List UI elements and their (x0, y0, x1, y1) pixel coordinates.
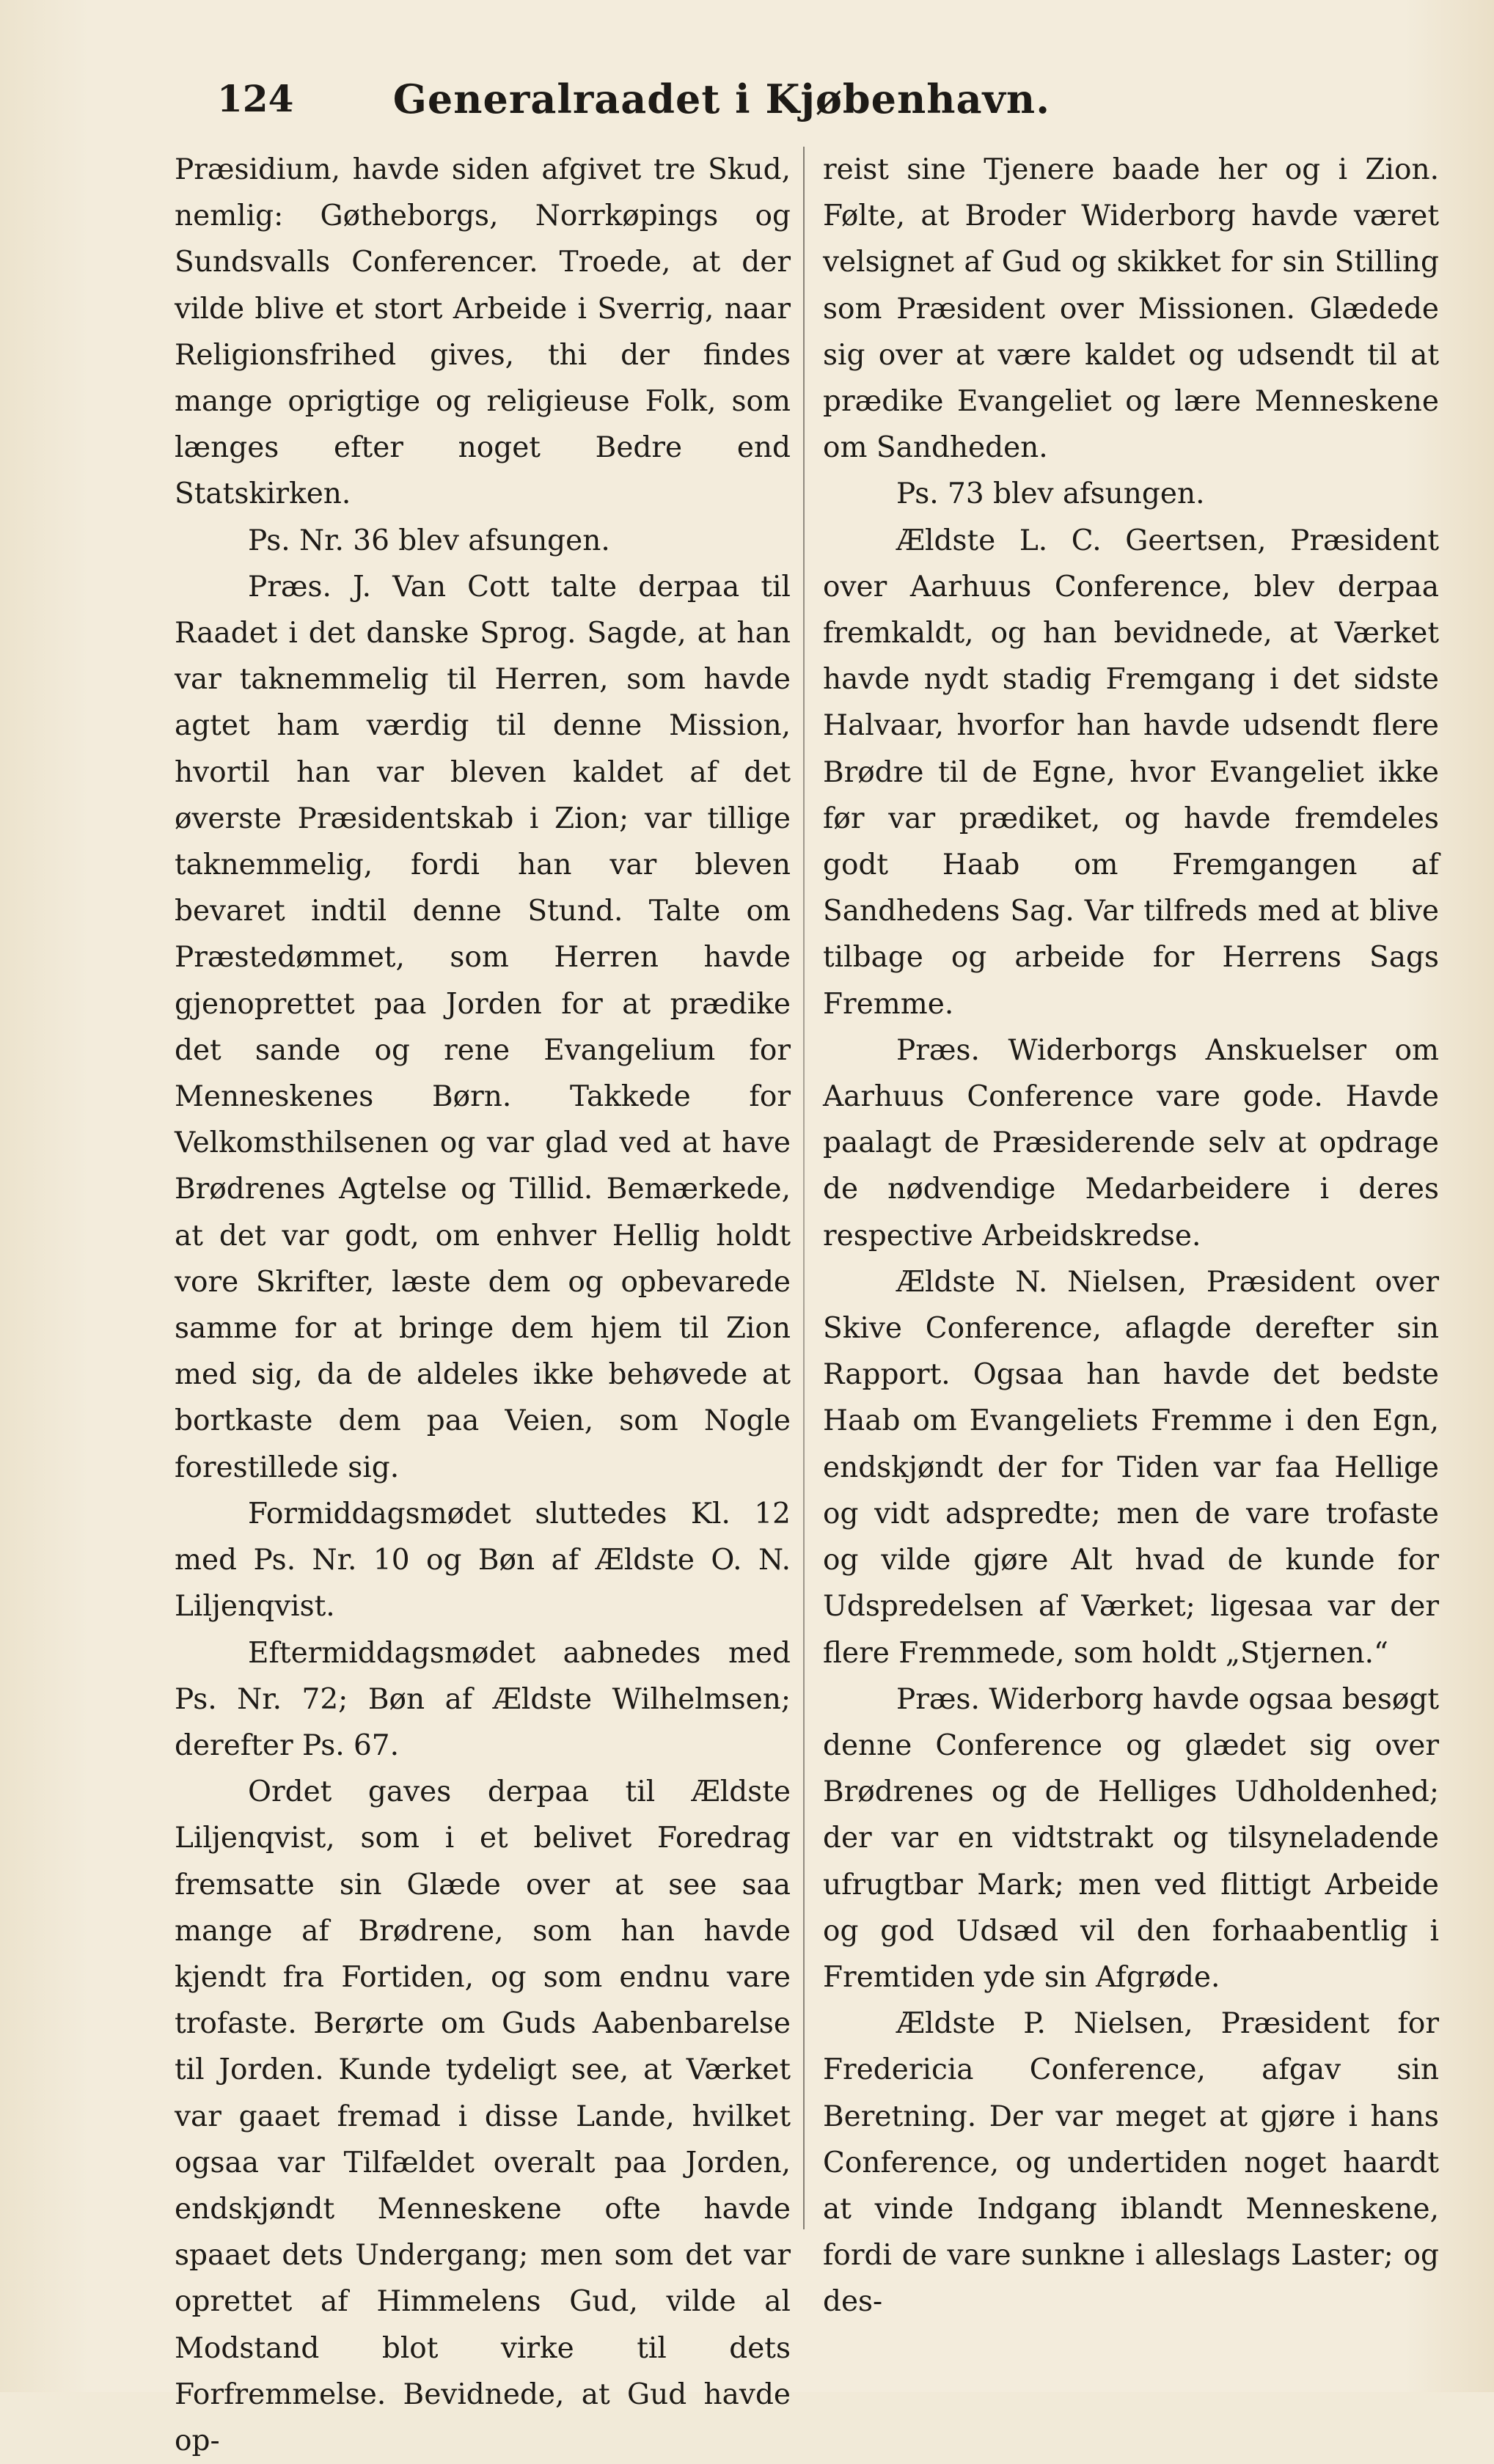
right-column (823, 147, 1439, 2325)
paragraph: Præs. Widerborg havde ogsaa besøgt denne Conference og glædet sig over Brødrenes og de Helliges Udholdenhed; der var en vidtstrakt og tilsyneladende ufrugtbar Mark; men ved flittigt Arbeide og god Udsæd vil den forhaabentlig i Fremtiden yde sin Afgrøde. (823, 1682, 1439, 1994)
left-column (175, 147, 791, 2464)
paragraph: reist sine Tjenere baade her og i Zion. Følte, at Broder Widerborg havde været velsignet af Gud og skikket for sin Stilling som Præsident over Missionen. Glædede sig over at være kaldet og udsendt til at prædike Evangeliet og lære Menneskene om Sandheden. (823, 153, 1439, 465)
paragraph: Ps. Nr. 36 blev afsungen. (248, 524, 610, 557)
page-number: 124 (217, 77, 294, 120)
paragraph: Eftermiddagsmødet aabnedes med Ps. Nr. 72; Bøn af Ældste Wilhelmsen; derefter Ps. 67. (175, 1636, 791, 1762)
running-title: Generalraadet i Kjøbenhavn. (392, 76, 1050, 122)
paragraph: Ordet gaves derpaa til Ældste Liljenqvist, som i et belivet Foredrag fremsatte sin Glæde over at see saa mange af Brødrene, som han havde kjendt fra Fortiden, og som endnu vare trofaste. Berørte om Guds Aabenbarelse til Jorden. Kunde tydeligt see, at Værket var gaaet fremad i disse Lande, hvilket ogsaa var Tilfældet overalt paa Jorden, endskjøndt Menneskene ofte havde spaaet dets Undergang; men som det var oprettet af Himmelens Gud, vilde al Modstand blot virke til dets Forfremmelse. Bevidnede, at Gud havde op- (175, 1775, 791, 2457)
paragraph: Præs. Widerborgs Anskuelser om Aarhuus Conference vare gode. Havde paalagt de Præsiderende selv at opdrage de nødvendige Medarbeidere i deres respective Arbeidskredse. (823, 1033, 1439, 1253)
page-header (173, 66, 1050, 132)
paragraph: Ældste N. Nielsen, Præsident over Skive Conference, aflagde derefter sin Rapport. Ogsaa han havde det bedste Haab om Evangeliets Fremme i den Egn, endskjøndt der for Tiden var faa Hellige og vidt adspredte; men de vare trofaste og vilde gjøre Alt hvad de kunde for Udspredelsen af Værket; ligesaa var der flere Fremmede, som holdt „Stjernen.“ (823, 1265, 1439, 1670)
paragraph: Ældste P. Nielsen, Præsident for Fredericia Conference, afgav sin Beretning. Der var meget at gjøre i hans Conference, og undertiden noget haardt at vinde Indgang iblandt Menneskene, fordi de vare sunkne i alleslags Laster; og des- (823, 2007, 1439, 2319)
paragraph: Formiddagsmødet sluttedes Kl. 12 med Ps. Nr. 10 og Bøn af Ældste O. N. Liljenqvist. (175, 1497, 791, 1624)
paragraph: Præs. J. Van Cott talte derpaa til Raadet i det danske Sprog. Sagde, at han var taknemmelig til Herren, som havde agtet ham værdig til denne Mission, hvortil han var bleven kaldet af det øverste Præsidentskab i Zion; var tillige taknemmelig, fordi han var bleven bevaret indtil denne Stund. Talte om Præstedømmet, som Herren havde gjenoprettet paa Jorden for at prædike det sande og rene Evangelium for Menneskenes Børn. Takkede for Velkomsthilsenen og var glad ved at have Brødrenes Agtelse og Tillid. Bemærkede, at det var godt, om enhver Hellig holdt vore Skrifter, læste dem og opbevarede samme for at bringe dem hjem til Zion med sig, da de aldeles ikke behøvede at bortkaste dem paa Veien, som Nogle forestillede sig. (175, 570, 791, 1484)
column-divider (803, 147, 805, 2229)
paragraph: Ældste L. C. Geertsen, Præsident over Aarhuus Conference, blev derpaa fremkaldt, og han bevidnede, at Værket havde nydt stadig Fremgang i det sidste Halvaar, hvorfor han havde udsendt flere Brødre til de Egne, hvor Evangeliet ikke før var prædiket, og havde fremdeles godt Haab om Fremgangen af Sandhedens Sag. Var tilfreds med at blive tilbage og arbeide for Herrens Sags Fremme. (823, 524, 1439, 1021)
paragraph: Præsidium, havde siden afgivet tre Skud, nemlig: Gøtheborgs, Norrkøpings og Sundsvalls Conferencer. Troede, at der vilde blive et stort Arbeide i Sverrig, naar Religionsfrihed gives, thi der findes mange oprigtige og religieuse Folk, som længes efter noget Bedre end Statskirken. (175, 153, 791, 511)
paragraph: Ps. 73 blev afsungen. (896, 477, 1205, 511)
